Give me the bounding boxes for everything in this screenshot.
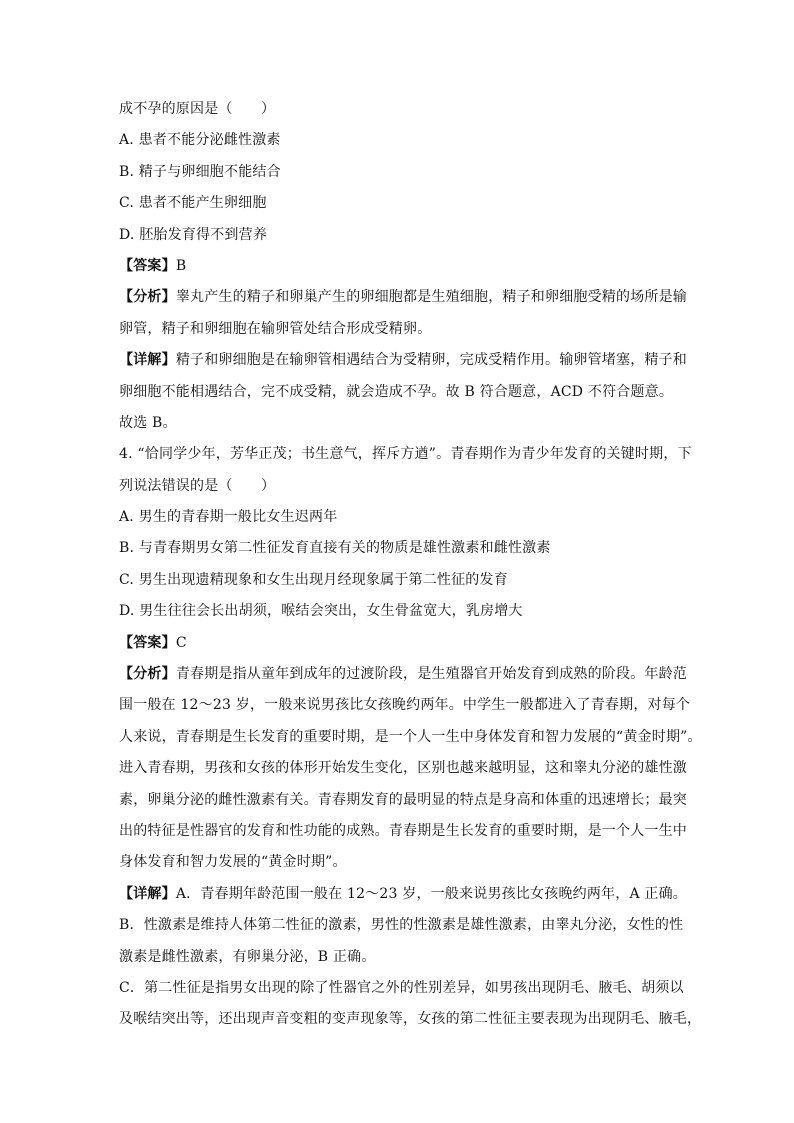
q3-detail-line-1 — [119, 345, 694, 376]
q4-option-a: A. 男生的青春期一般比女生迟两年 — [119, 509, 338, 526]
analysis-tag: 【分析】 — [119, 289, 176, 306]
q3-analysis-line-2: 卵管，精子和卵细胞在输卵管处结合形成受精卵。 — [119, 320, 432, 337]
q4-analysis-line-2: 围一般在 12～23 岁，一般来说男孩比女孩晚约两年。中学生一般都进入了青春期，对每个 — [119, 697, 691, 714]
q4-option-b: B. 与青春期男女第二性征发育直接有关的物质是雄性激素和雌性激素 — [119, 540, 551, 557]
document-page — [119, 94, 702, 1036]
q4-analysis-line-6: 出的特征是性器官的发育和性功能的成熟。青春期是生长发育的重要时期，是一个人一生中 — [119, 822, 687, 839]
q4-option-c: C. 男生出现遗精现象和女生出现月经现象属于第二性征的发育 — [119, 571, 508, 588]
q4-analysis-line-3: 人来说，青春期是生长发育的重要时期，是一个人一生中身体发育和智力发展的“黄金时期”。 — [119, 728, 702, 745]
q4-detail-line-5: 及喉结突出等，还出现声音变粗的变声现象等，女孩的第二性征主要表现为出现阴毛、腋毛， — [119, 1011, 702, 1028]
q4-detail-line-1 — [119, 879, 694, 910]
q4-detail-line-4: C．第二性征是指男女出现的除了性器官之外的性别差异，如男孩出现阴毛、腋毛、胡须以 — [119, 979, 684, 996]
q4-option-d: D. 男生往往会长出胡须，喉结会突出，女生骨盆宽大，乳房增大 — [119, 603, 523, 620]
q3-answer-line — [119, 251, 694, 282]
q4-detail-text-1: A．青春期年龄范围一般在 12～23 岁，一般来说男孩比女孩晚约两年，A 正确。 — [175, 885, 688, 902]
q3-stem-tail: 成不孕的原因是（ ） — [119, 101, 276, 117]
q3-option-c: C. 患者不能产生卵细胞 — [119, 195, 267, 212]
analysis-tag: 【分析】 — [119, 666, 176, 683]
q3-detail-line-2: 卵细胞不能相遇结合，完不成受精，就会造成不孕。故 B 符合题意，ACD 不符合题意。 — [119, 383, 674, 400]
q4-detail-line-2: B．性激素是维持人体第二性征的激素，男性的性激素是雄性激素，由睾丸分泌，女性的性 — [119, 917, 684, 934]
answer-tag: 【答案】 — [119, 257, 176, 274]
q4-answer-value: C — [175, 634, 187, 651]
q4-analysis-line-4: 进入青春期，男孩和女孩的体形开始发生变化，区别也越来越明显，这和睾丸分泌的雄性激 — [119, 760, 687, 777]
q4-analysis-line-5: 素，卵巢分泌的雌性激素有关。青春期发育的最明显的特点是身高和体重的迅速增长；最突 — [119, 791, 687, 808]
q4-detail-line-3: 激素是雌性激素，有卵巢分泌，B 正确。 — [119, 948, 376, 965]
q4-answer-line — [119, 628, 694, 659]
q4-analysis-line-1 — [119, 659, 694, 690]
answer-tag: 【答案】 — [119, 634, 176, 651]
q3-analysis-line-1 — [119, 282, 694, 313]
q3-option-b: B. 精子与卵细胞不能结合 — [119, 163, 281, 180]
q3-analysis-text-1: 睾丸产生的精子和卵巢产生的卵细胞都是生殖细胞，精子和卵细胞受精的场所是输 — [175, 289, 688, 306]
q3-option-a: A. 患者不能分泌雌性激素 — [119, 132, 281, 149]
q4-analysis-line-7: 身体发育和智力发展的“黄金时期”。 — [119, 854, 347, 871]
q3-option-d: D. 胚胎发育得不到营养 — [119, 226, 268, 243]
q4-stem-line-1: 4. “恰同学少年，芳华正茂；书生意气，挥斥方遒”。青春期作为青少年发育的关键时期，下 — [119, 446, 692, 463]
detail-tag: 【详解】 — [119, 885, 176, 902]
q3-detail-line-3: 故选 B。 — [119, 414, 177, 431]
q4-analysis-text-1: 青春期是指从童年到成年的过渡阶段，是生殖器官开始发育到成熟的阶段。年龄范 — [175, 666, 688, 683]
q3-answer-value: B — [175, 257, 187, 274]
detail-tag: 【详解】 — [119, 352, 176, 369]
q4-stem-line-2: 列说法错误的是（ ） — [119, 477, 276, 494]
q3-detail-text-1: 精子和卵细胞是在输卵管相遇结合为受精卵，完成受精作用。输卵管堵塞，精子和 — [175, 352, 688, 369]
